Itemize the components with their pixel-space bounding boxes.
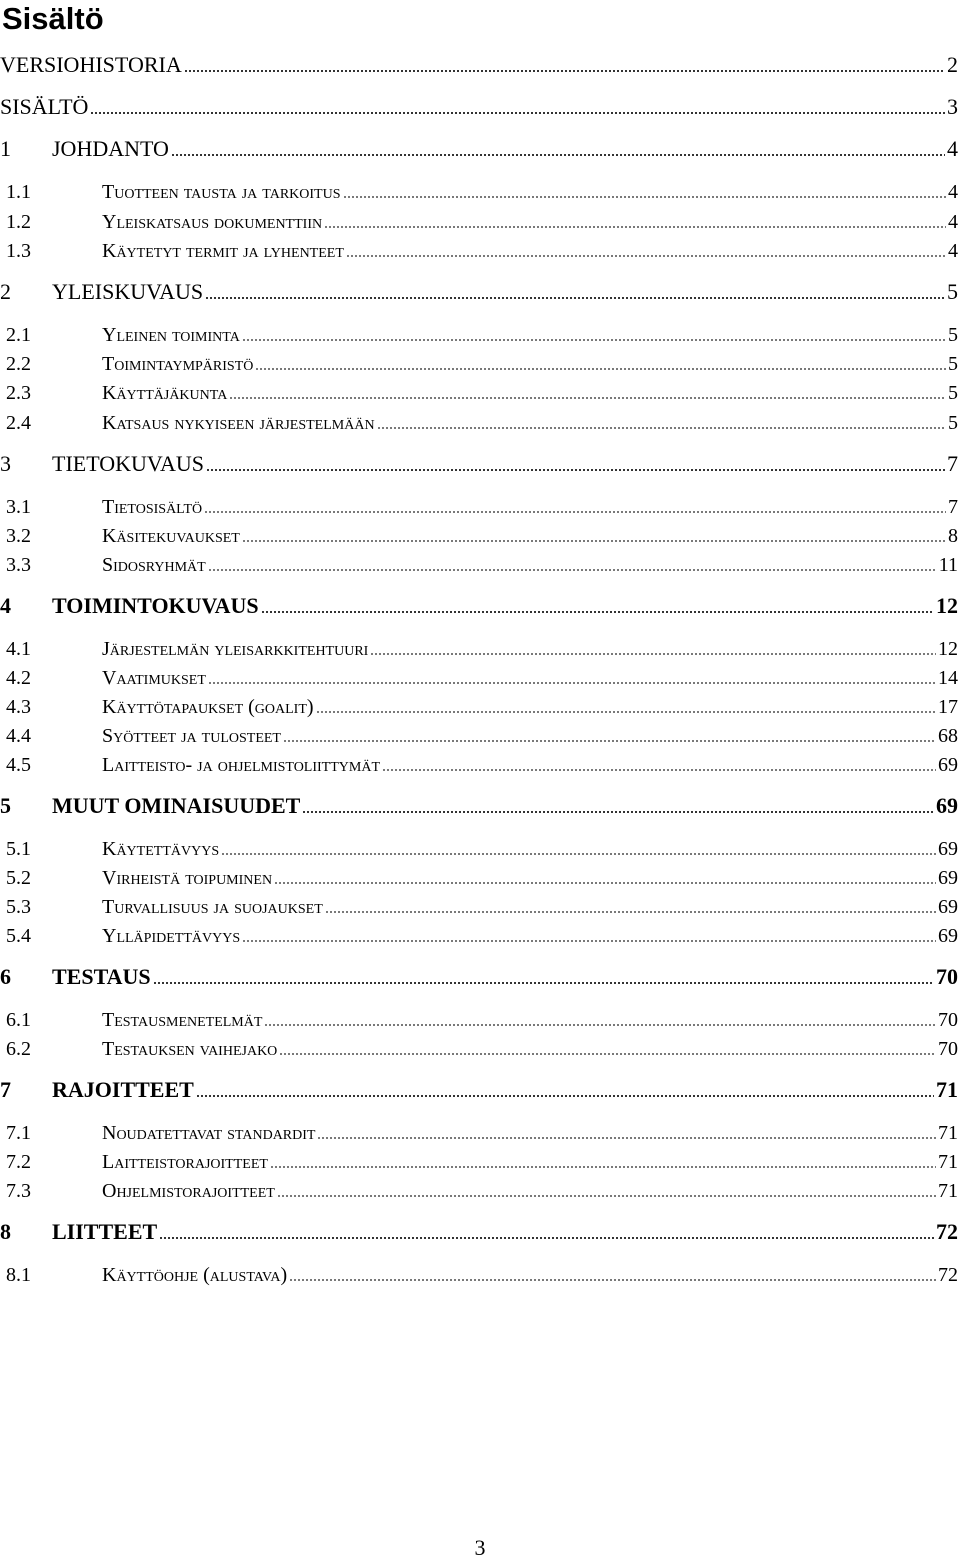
toc-entry-page: 8	[948, 525, 958, 547]
dot-leader	[279, 1053, 936, 1055]
toc-entry-title: Yleinen toiminta	[102, 324, 240, 346]
dot-leader	[270, 1166, 936, 1168]
toc-entry-title: Noudatettavat standardit	[102, 1122, 316, 1144]
dot-leader	[159, 1237, 934, 1239]
dot-leader	[153, 982, 934, 984]
toc-entry-page: 12	[938, 638, 958, 660]
toc-entry-page: 68	[938, 725, 958, 747]
toc-entry-number: 7	[0, 1077, 11, 1102]
toc-section-entry[interactable]	[0, 1115, 958, 1145]
toc-chapter-entry[interactable]	[0, 789, 958, 819]
toc-entry-number: 6.2	[6, 1038, 31, 1060]
toc-entry-page: 72	[938, 1264, 958, 1286]
toc-entry-page: 3	[947, 94, 958, 119]
dot-leader	[204, 511, 946, 513]
toc-section-entry[interactable]	[0, 204, 958, 234]
toc-entry-number: 1.2	[6, 211, 31, 233]
dot-leader	[206, 469, 945, 471]
toc-entry-number: 3.2	[6, 525, 31, 547]
toc-entry-page: 72	[936, 1219, 958, 1244]
toc-entry-number: 4.4	[6, 725, 31, 747]
toc-entry-page: 7	[948, 496, 958, 518]
toc-entry-number: 7.2	[6, 1151, 31, 1173]
dot-leader	[346, 255, 946, 257]
toc-chapter-entry[interactable]	[0, 1215, 958, 1245]
dot-leader	[277, 1195, 936, 1197]
toc-entry-page: 69	[938, 867, 958, 889]
toc-entry-page: 69	[938, 925, 958, 947]
toc-section-entry[interactable]	[0, 317, 958, 347]
toc-entry-page: 70	[936, 964, 958, 989]
toc-entry-page: 71	[938, 1122, 958, 1144]
toc-entry-title: Käytettävyys	[102, 838, 220, 860]
toc-entry-number: 2.3	[6, 382, 31, 404]
toc-entry-title: RAJOITTEET	[52, 1077, 194, 1102]
toc-entry-title: Yleiskatsaus dokumenttiin	[102, 211, 323, 233]
toc-entry-page: 69	[938, 838, 958, 860]
toc-section-entry[interactable]	[0, 1257, 958, 1287]
dot-leader	[283, 740, 936, 742]
dot-leader	[255, 368, 946, 370]
toc-chapter-entry[interactable]	[0, 589, 958, 619]
toc-section-entry[interactable]	[0, 1002, 958, 1032]
toc-entry-page: 5	[948, 382, 958, 404]
toc-chapter-entry[interactable]	[0, 960, 958, 990]
toc-entry-title: Testausmenetelmät	[102, 1009, 263, 1031]
toc-entry-page: 5	[947, 279, 958, 304]
toc-section-entry[interactable]	[0, 518, 958, 548]
toc-entry-title: Testauksen vaihejako	[102, 1038, 278, 1060]
dot-leader	[242, 540, 946, 542]
toc-entry-page: 17	[938, 696, 958, 718]
toc-entry-number: 4.1	[6, 638, 31, 660]
toc-entry-title: Ohjelmistorajoitteet	[102, 1180, 275, 1202]
toc-chapter-entry[interactable]	[0, 48, 958, 78]
toc-entry-page: 7	[947, 451, 958, 476]
toc-entry-title: JOHDANTO	[52, 136, 169, 161]
toc-entry-number: 3.1	[6, 496, 31, 518]
toc-entry-title: Järjestelmän yleisarkkitehtuuri	[102, 638, 369, 660]
dot-leader	[242, 940, 936, 942]
toc-entry-title: Katsaus nykyiseen järjestelmään	[102, 412, 375, 434]
toc-entry-title: YLEISKUVAUS	[52, 279, 204, 304]
dot-leader	[90, 112, 945, 114]
dot-leader	[382, 769, 936, 771]
toc-entry-title: Käsitekuvaukset	[102, 525, 240, 547]
toc-entry-title: Käyttötapaukset (goalit)	[102, 696, 314, 718]
toc-entry-title: Turvallisuus ja suojaukset	[102, 896, 323, 918]
toc-entry-page: 5	[948, 324, 958, 346]
toc-entry-page: 14	[938, 667, 958, 689]
dot-leader	[242, 339, 946, 341]
toc-entry-page: 4	[948, 181, 958, 203]
toc-entry-title: Ylläpidettävyys	[102, 925, 241, 947]
toc-section-entry[interactable]	[0, 1031, 958, 1061]
toc-section-entry[interactable]	[0, 547, 958, 577]
toc-entry-page: 69	[938, 754, 958, 776]
toc-entry-title: Tietosisältö	[102, 496, 203, 518]
toc-section-entry[interactable]	[0, 375, 958, 405]
toc-entry-title: VERSIOHISTORIA	[0, 52, 182, 77]
dot-leader	[208, 569, 937, 571]
toc-entry-page: 5	[948, 353, 958, 375]
toc-entry-title: Käyttäjäkunta	[102, 382, 228, 404]
toc-entry-number: 1.3	[6, 240, 31, 262]
toc-section-entry[interactable]	[0, 346, 958, 376]
toc-entry-number: 6.1	[6, 1009, 31, 1031]
toc-chapter-entry[interactable]	[0, 447, 958, 477]
toc-entry-number: 5.2	[6, 867, 31, 889]
toc-section-entry[interactable]	[0, 747, 958, 777]
toc-entry-number: 5.1	[6, 838, 31, 860]
toc-entry-number: 5.4	[6, 925, 31, 947]
toc-entry-title: Sidosryhmät	[102, 554, 206, 576]
toc-section-entry[interactable]	[0, 860, 958, 890]
toc-entry-number: 6	[0, 964, 11, 989]
toc-section-entry[interactable]	[0, 1173, 958, 1203]
toc-section-entry[interactable]	[0, 631, 958, 661]
toc-entry-page: 69	[936, 793, 958, 818]
page-title: Sisältö	[2, 1, 104, 36]
dot-leader	[302, 811, 934, 813]
dot-leader	[274, 882, 936, 884]
toc-entry-title: Laitteistorajoitteet	[102, 1151, 268, 1173]
toc-section-entry[interactable]	[0, 405, 958, 435]
dot-leader	[261, 611, 934, 613]
toc-section-entry[interactable]	[0, 831, 958, 861]
toc-entry-number: 2.2	[6, 353, 31, 375]
toc-entry-number: 1	[0, 136, 11, 161]
toc-section-entry[interactable]	[0, 233, 958, 263]
toc-entry-title: Toimintaympäristö	[102, 353, 254, 375]
toc-entry-number: 2.1	[6, 324, 31, 346]
toc-entry-number: 3.3	[6, 554, 31, 576]
toc-section-entry[interactable]	[0, 489, 958, 519]
toc-entry-title: TESTAUS	[52, 964, 151, 989]
toc-entry-title: Käytetyt termit ja lyhenteet	[102, 240, 344, 262]
toc-entry-title: Vaatimukset	[102, 667, 206, 689]
toc-entry-title: TOIMINTOKUVAUS	[52, 593, 259, 618]
toc-entry-title: SISÄLTÖ	[0, 94, 89, 119]
toc-entry-page: 71	[936, 1077, 958, 1102]
toc-section-entry[interactable]	[0, 718, 958, 748]
toc-chapter-entry[interactable]	[0, 1073, 958, 1103]
toc-entry-number: 4.2	[6, 667, 31, 689]
toc-entry-page: 4	[948, 211, 958, 233]
dot-leader	[343, 196, 946, 198]
toc-section-entry[interactable]	[0, 689, 958, 719]
toc-entry-number: 4.5	[6, 754, 31, 776]
toc-section-entry[interactable]	[0, 1144, 958, 1174]
toc-entry-number: 4.3	[6, 696, 31, 718]
toc-entry-page: 71	[938, 1180, 958, 1202]
toc-entry-page: 2	[947, 52, 958, 77]
toc-entry-number: 2.4	[6, 412, 31, 434]
dot-leader	[377, 427, 946, 429]
toc-entry-page: 70	[938, 1009, 958, 1031]
dot-leader	[184, 70, 945, 72]
toc-entry-title: MUUT OMINAISUUDET	[52, 793, 301, 818]
dot-leader	[317, 1137, 936, 1139]
toc-section-entry[interactable]	[0, 174, 958, 204]
toc-entry-number: 3	[0, 451, 11, 476]
dot-leader	[229, 397, 946, 399]
toc-entry-number: 5.3	[6, 896, 31, 918]
dot-leader	[208, 682, 936, 684]
toc-entry-page: 4	[948, 240, 958, 262]
dot-leader	[196, 1095, 934, 1097]
toc-entry-page: 12	[936, 593, 958, 618]
toc-chapter-entry[interactable]	[0, 132, 958, 162]
toc-entry-number: 7.1	[6, 1122, 31, 1144]
toc-entry-page: 71	[938, 1151, 958, 1173]
toc-entry-title: TIETOKUVAUS	[52, 451, 204, 476]
toc-entry-page: 70	[938, 1038, 958, 1060]
toc-entry-number: 5	[0, 793, 11, 818]
toc-entry-title: Tuotteen tausta ja tarkoitus	[102, 181, 341, 203]
toc-entry-title: Laitteisto- ja ohjelmistoliittymät	[102, 754, 380, 776]
toc-entry-number: 8.1	[6, 1264, 31, 1286]
dot-leader	[316, 711, 936, 713]
toc-entry-page: 69	[938, 896, 958, 918]
page-number: 3	[474, 1535, 486, 1560]
dot-leader	[325, 911, 936, 913]
toc-entry-number: 8	[0, 1219, 11, 1244]
toc-section-entry[interactable]	[0, 889, 958, 919]
toc-entry-number: 4	[0, 593, 11, 618]
dot-leader	[221, 853, 936, 855]
dot-leader	[171, 154, 945, 156]
toc-chapter-entry[interactable]	[0, 90, 958, 120]
toc-section-entry[interactable]	[0, 660, 958, 690]
toc-chapter-entry[interactable]	[0, 275, 958, 305]
toc-entry-page: 11	[938, 554, 958, 576]
toc-entry-page: 5	[948, 412, 958, 434]
toc-entry-page: 4	[947, 136, 958, 161]
dot-leader	[324, 226, 946, 228]
dot-leader	[289, 1279, 936, 1281]
dot-leader	[370, 653, 936, 655]
toc-entry-title: Käyttöohje (alustava)	[102, 1264, 288, 1286]
toc-entry-number: 1.1	[6, 181, 31, 203]
dot-leader	[264, 1024, 936, 1026]
toc-entry-number: 7.3	[6, 1180, 31, 1202]
toc-section-entry[interactable]	[0, 918, 958, 948]
toc-entry-title: LIITTEET	[52, 1219, 158, 1244]
dot-leader	[205, 297, 945, 299]
toc-entry-number: 2	[0, 279, 11, 304]
toc-entry-title: Virheistä toipuminen	[102, 867, 273, 889]
toc-entry-title: Syötteet ja tulosteet	[102, 725, 281, 747]
